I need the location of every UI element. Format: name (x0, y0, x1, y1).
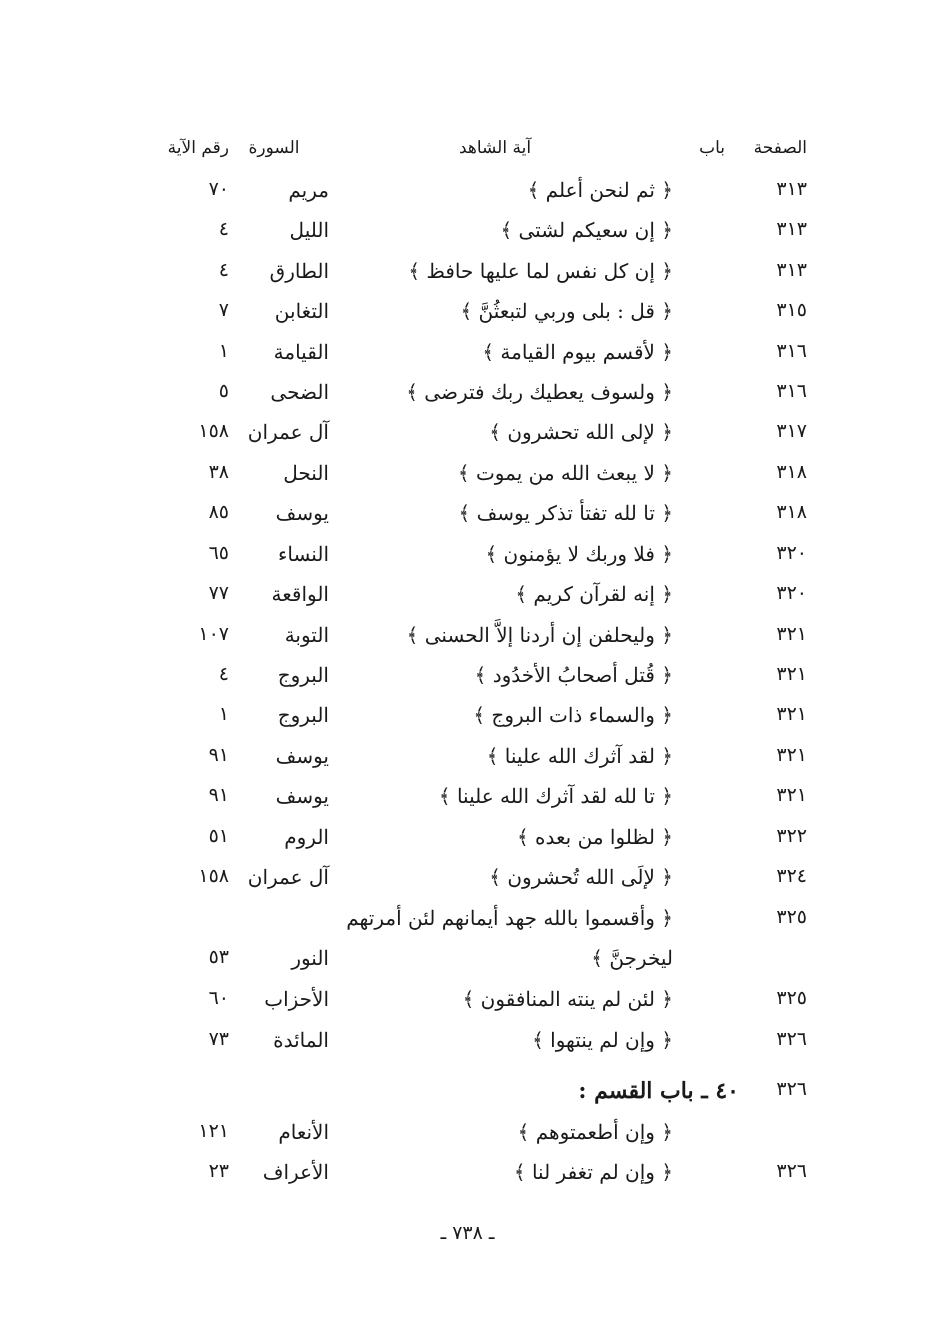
row-ayah-number: ٤ (218, 218, 229, 240)
row-surah: آل عمران (247, 865, 329, 889)
section-title: ٤٠ ـ باب القسم : (578, 1078, 739, 1104)
row-page: ٣٢١ (776, 623, 807, 645)
header-page: الصفحة (753, 138, 807, 158)
table-row (0, 1028, 935, 1068)
row-surah: القيامة (273, 340, 329, 364)
header-surah: السورة (248, 138, 300, 158)
row-page: ٣٢٤ (776, 865, 807, 887)
row-surah: الواقعة (271, 582, 329, 606)
row-verse: ﴿ وإن لم ينتهوا ﴾ (532, 1028, 673, 1052)
row-ayah-number: ٥١ (208, 825, 229, 847)
row-verse: ليخرجنَّ ﴾ (591, 946, 673, 970)
table-row (0, 865, 935, 905)
row-ayah-number: ٧٠ (208, 178, 229, 200)
header-verse: آية الشاهد (458, 138, 532, 158)
row-page: ٣١٣ (776, 218, 807, 240)
row-verse: ﴿ إن سعيكم لشتى ﴾ (500, 218, 673, 242)
row-surah: النحل (283, 461, 329, 485)
row-verse: ﴿ والسماء ذات البروج ﴾ (473, 703, 673, 727)
row-page: ٣٢٦ (776, 1160, 807, 1182)
row-ayah-number: ١٥٨ (198, 420, 229, 442)
row-verse: ﴿ لا يبعث الله من يموت ﴾ (457, 461, 673, 485)
row-surah: مريم (288, 178, 329, 202)
row-surah: التوبة (284, 623, 329, 647)
row-verse: ﴿ لأقسم بيوم القيامة ﴾ (482, 340, 673, 364)
table-row (0, 461, 935, 501)
row-verse: ﴿ ثم لنحن أعلم ﴾ (527, 178, 673, 202)
row-surah: الروم (284, 825, 329, 849)
table-row (0, 825, 935, 865)
row-surah: آل عمران (247, 420, 329, 444)
header-ayah-number: رقم الآية (167, 138, 229, 158)
table-row (0, 744, 935, 784)
row-surah: البروج (277, 703, 329, 727)
section-page: ٣٢٦ (776, 1078, 807, 1100)
row-ayah-number: ٧٧ (208, 582, 229, 604)
row-page: ٣٢٠ (776, 582, 807, 604)
row-ayah-number: ٦٠ (208, 987, 229, 1009)
row-page: ٣١٦ (776, 380, 807, 402)
row-ayah-number: ٢٣ (208, 1160, 229, 1182)
table-row (0, 1160, 935, 1200)
row-surah: يوسف (275, 501, 329, 525)
table-row (0, 623, 935, 663)
row-ayah-number: ١٢١ (198, 1120, 229, 1142)
row-ayah-number: ٧٣ (208, 1028, 229, 1050)
row-ayah-number: ٥ (218, 380, 229, 402)
row-verse: ﴿ لقد آثرك الله علينا ﴾ (486, 744, 673, 768)
row-page: ٣١٣ (776, 178, 807, 200)
row-page: ٣١٣ (776, 259, 807, 281)
table-row (0, 420, 935, 460)
table-row (0, 542, 935, 582)
table-row (0, 663, 935, 703)
row-surah: البروج (277, 663, 329, 687)
row-page: ٣٢٢ (776, 825, 807, 847)
row-verse: ﴿ وإن أطعمتوهم ﴾ (517, 1120, 673, 1144)
row-verse: ﴿ قل : بلى وربي لتبعثُنَّ ﴾ (460, 299, 673, 323)
row-page: ٣٢٦ (776, 1028, 807, 1050)
table-row (0, 218, 935, 258)
row-verse: ﴿ لإلَى الله تُحشرون ﴾ (489, 865, 673, 889)
row-surah: الأنعام (278, 1120, 329, 1144)
row-verse: ﴿ لئن لم ينته المنافقون ﴾ (462, 987, 673, 1011)
row-ayah-number: ٥٣ (208, 946, 229, 968)
row-verse: ﴿ فلا وربك لا يؤمنون ﴾ (485, 542, 673, 566)
row-verse: ﴿ إن كل نفس لما عليها حافظ ﴾ (408, 259, 673, 283)
row-page: ٣١٧ (776, 420, 807, 442)
row-ayah-number: ٣٨ (208, 461, 229, 483)
row-verse: ﴿ وإن لم تغفر لنا ﴾ (513, 1160, 673, 1184)
table-header (0, 138, 935, 168)
header-bab: باب (699, 138, 725, 158)
page-number: ـ ٧٣٨ ـ (440, 1222, 495, 1244)
row-verse: ﴿ وأقسموا بالله جهد أيمانهم لئن أمرتهم (346, 906, 673, 930)
row-ayah-number: ٦٥ (208, 542, 229, 564)
row-surah: الليل (289, 218, 329, 242)
table-row (0, 178, 935, 218)
row-surah: يوسف (275, 784, 329, 808)
row-page: ٣٢٥ (776, 906, 807, 928)
row-page: ٣٢١ (776, 744, 807, 766)
row-ayah-number: ١٥٨ (198, 865, 229, 887)
row-surah: الأعراف (262, 1160, 329, 1184)
row-verse: ﴿ وليحلفن إن أردنا إلاَّ الحسنى ﴾ (406, 623, 673, 647)
row-page: ٣١٨ (776, 501, 807, 523)
row-surah: الضحى (270, 380, 329, 404)
table-row (0, 987, 935, 1027)
table-row (0, 906, 935, 946)
row-page: ٣١٨ (776, 461, 807, 483)
row-verse: ﴿ ولسوف يعطيك ربك فترضى ﴾ (406, 380, 673, 404)
row-verse: ﴿ لظلوا من بعده ﴾ (516, 825, 673, 849)
row-verse: ﴿ لإلى الله تحشرون ﴾ (489, 420, 673, 444)
row-page: ٣٢٠ (776, 542, 807, 564)
row-surah: النور (291, 946, 329, 970)
row-verse: ﴿ تا لله لقد آثرك الله علينا ﴾ (438, 784, 673, 808)
row-ayah-number: ٨٥ (208, 501, 229, 523)
row-surah: المائدة (273, 1028, 329, 1052)
row-surah: الطارق (269, 259, 329, 283)
table-row (0, 1120, 935, 1160)
table-row (0, 380, 935, 420)
table-row (0, 259, 935, 299)
table-row (0, 784, 935, 824)
row-ayah-number: ١٠٧ (198, 623, 229, 645)
row-ayah-number: ٤ (218, 259, 229, 281)
row-verse: ﴿ إنه لقرآن كريم ﴾ (515, 582, 673, 606)
row-surah: الأحزاب (264, 987, 329, 1011)
row-page: ٣٢٥ (776, 987, 807, 1009)
table-row (0, 501, 935, 541)
row-page: ٣٢١ (776, 663, 807, 685)
row-page: ٣١٥ (776, 299, 807, 321)
row-surah: النساء (277, 542, 329, 566)
table-row (0, 340, 935, 380)
section-heading-row (0, 1078, 935, 1118)
row-page: ٣٢١ (776, 703, 807, 725)
table-row (0, 946, 935, 986)
row-verse: ﴿ تا لله تفتأ تذكر يوسف ﴾ (458, 501, 673, 525)
row-ayah-number: ٩١ (208, 744, 229, 766)
table-row (0, 582, 935, 622)
row-surah: التغابن (274, 299, 329, 323)
row-surah: يوسف (275, 744, 329, 768)
table-row (0, 703, 935, 743)
row-ayah-number: ٧ (218, 299, 229, 321)
row-verse: ﴿ قُتل أصحابُ الأخدُود ﴾ (474, 663, 673, 687)
row-ayah-number: ١ (218, 340, 229, 362)
row-ayah-number: ٤ (218, 663, 229, 685)
row-page: ٣١٦ (776, 340, 807, 362)
table-row (0, 299, 935, 339)
row-ayah-number: ٩١ (208, 784, 229, 806)
row-page: ٣٢١ (776, 784, 807, 806)
row-ayah-number: ١ (218, 703, 229, 725)
